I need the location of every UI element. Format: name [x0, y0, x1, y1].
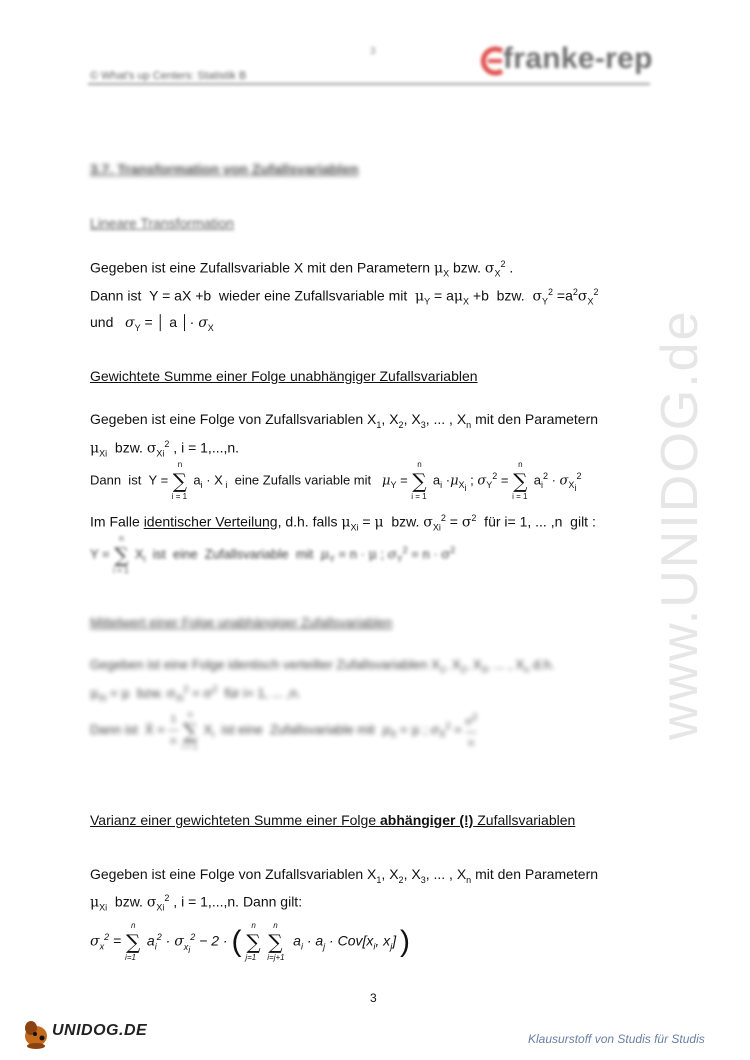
franke-rep-logo	[478, 42, 653, 82]
header-left-text: © What's up Centers: Statistik B	[90, 70, 247, 82]
variance-line-2: $\mu_{Xi}$ bzw. $\sigma_{Xi}^2$ , i = 1,...,n. Dann gilt:	[90, 893, 303, 913]
watermark-text: www.UNIDOG.de	[651, 309, 709, 740]
footer-logo-text: UNIDOG.DE	[52, 1022, 148, 1039]
identical-distribution-term: identischer Verteilung	[143, 513, 278, 530]
mean-line-2: $\mu_{Xi} = \mu$ bzw. $\sigma_{Xi}^2 = \sigma^2$ für i= 1, ... ,n.	[90, 684, 301, 703]
subtitle-variance: Varianz einer gewichteten Summe einer Folge abhängiger (!) Zufallsvariablen	[90, 812, 576, 828]
weighted-line-2: $\mu_{Xi}$ bzw. $\sigma_{Xi}^2$ , i = 1,...,n.	[90, 439, 240, 459]
header-page-number: 3	[370, 46, 376, 57]
linear-line-1: Gegeben ist eine Zufallsvariable X mit den Parametern $\mu_X$ bzw. $\sigma_X^2$ .	[90, 259, 514, 279]
subtitle-weighted: Gewichtete Summe einer Folge unabhängiger Zufallsvariablen	[90, 368, 478, 384]
weighted-line-3: Dann ist Y = n ∑ i = 1 $a_i \cdot X$ $_i$ eine Zufalls variable mit $\mu_Y$ = n ∑ i = 1 $a_i \cdot\mu_{X_i}$ ; $\sigma_Y^2$ = n ∑ i = 1 $a_i^2 \cdot \sigma_{X_i}^2$	[90, 460, 582, 501]
logo-swoosh-icon	[478, 46, 506, 76]
header-rule	[88, 83, 650, 85]
subtitle-mean: Mittelwert einer Folge unabhängiger Zufallsvariablen	[90, 615, 393, 630]
weighted-line-1: Gegeben ist eine Folge von Zufallsvariablen $X_1$, $X_2$, $X_3$, ... , $X_n$ mit den Parametern	[90, 411, 599, 430]
footer-tagline: Klausurstoff von Studis für Studis	[528, 1032, 705, 1046]
linear-line-2: Dann ist Y = aX +b wieder eine Zufallsvariable mit $\mu_Y = a\mu_X +b$ bzw. $\sigma_Y^2 =a^2\sigma_X^2$	[90, 287, 599, 307]
variance-line-1: Gegeben ist eine Folge von Zufallsvariablen $X_1$, $X_2$, $X_3$, ... , $X_n$ mit den Parametern	[90, 866, 599, 885]
dog-mascot-icon	[22, 1016, 52, 1050]
variance-formula: $\sigma_x^2$ = n ∑ i=1 $a_i^2 \cdot \sigma_{x_i}^2 - 2$ · ( n ∑ j=1 n ∑ i=j+1 $a_i \cdot a_j \cdot Cov[x_i$, $x_j$] )	[90, 921, 410, 962]
mean-line-3: Dann ist X̄ = 1 ― n n ∑ i = 1 $X_i$ ist eine Zufallsvariable mit $\mu_{X̄} = \mu$ ; $\sigma_{X̄}^2 = \sigma^2$ ― n	[90, 709, 478, 751]
logo-text: franke-rep	[503, 42, 653, 75]
subtitle-linear: Lineare Transformation	[90, 215, 234, 231]
weighted-line-4: Im Falle identischer Verteilung, d.h. falls $\mu_{Xi} = \mu$ bzw. $\sigma_{Xi}^2 = \sigma^2$ für i= 1, ... ,n gilt :	[90, 513, 596, 533]
mean-line-1: Gegeben ist eine Folge identisch verteilter Zufallsvariablen $X_1$, $X_2$, $X_3$, ... , $X_n$ d.h.	[90, 657, 555, 675]
unidog-logo	[22, 1016, 152, 1050]
section-title: 3.7. Transformation von Zufallsvariablen	[90, 161, 359, 177]
linear-line-3: und $\sigma_Y$ = │ a │· $\sigma_X$	[90, 314, 214, 333]
weighted-line-5: Y = n ∑ i = 1 $X_i$ ist eine Zufallsvariable mit $\mu_Y = n \cdot \mu$ ; $\sigma_Y^2 = n \cdot \sigma^2$	[90, 534, 456, 575]
page-number: 3	[370, 991, 377, 1005]
